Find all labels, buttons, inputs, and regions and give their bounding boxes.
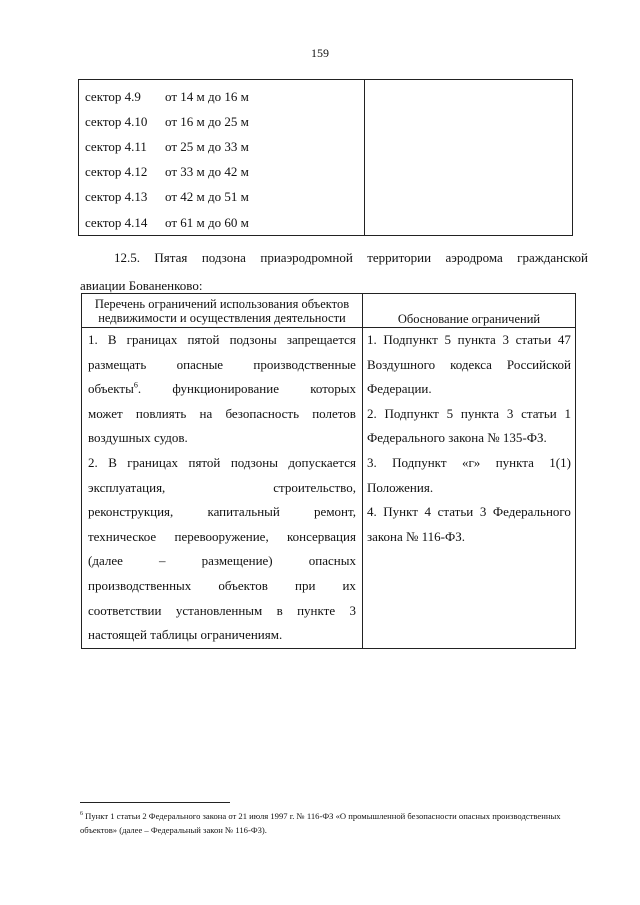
word: (далее — [88, 553, 123, 569]
footnote-ref: 6 — [133, 380, 138, 390]
word: пункта — [457, 332, 496, 347]
word: – — [158, 553, 166, 569]
word: реконструкция, — [88, 504, 174, 520]
word: статьи — [437, 504, 474, 520]
word: кодекса — [450, 356, 492, 372]
word: которых — [310, 381, 356, 397]
text-line: Федерации. — [366, 381, 432, 397]
punctuation: . — [137, 381, 142, 397]
word: 1. — [366, 332, 377, 347]
word: Подпункт — [392, 454, 447, 470]
word: 4. — [366, 504, 377, 520]
text-line — [88, 377, 356, 402]
word: 5 — [446, 405, 454, 421]
table-row — [82, 328, 576, 649]
list-item — [85, 185, 358, 210]
word: Подпункт — [384, 405, 439, 421]
sector-range: от 25 м до 33 м — [165, 138, 249, 154]
word: пятой — [188, 454, 221, 470]
word: 47 — [557, 332, 571, 347]
text-line — [367, 451, 571, 476]
word: безопасность — [225, 405, 300, 421]
text-line — [88, 599, 356, 624]
word: ремонт, — [314, 504, 356, 520]
word: техническое — [88, 528, 157, 544]
text-line — [88, 500, 356, 525]
word: размещение) — [201, 553, 273, 569]
text-line: воздушных судов. — [88, 430, 188, 446]
word: территории — [367, 250, 432, 265]
word: статьи — [515, 332, 552, 347]
sector-name: сектор 4.13 — [85, 189, 148, 205]
word: В — [108, 454, 117, 470]
sector-name: сектор 4.9 — [85, 88, 141, 104]
word: их — [342, 577, 356, 593]
sector-list-cell — [79, 80, 365, 236]
word: повлиять — [135, 405, 187, 421]
sector-range: от 33 м до 42 м — [165, 164, 249, 180]
word: статьи — [521, 405, 557, 421]
word: 3 — [506, 405, 514, 421]
text-line — [88, 328, 356, 353]
word: соответствии — [88, 602, 162, 618]
page-number: 159 — [311, 46, 329, 60]
word: 2. — [88, 454, 98, 470]
word: Подпункт — [383, 332, 438, 347]
word: 12.5. — [114, 250, 140, 265]
sector-name: сектор 4.12 — [85, 164, 148, 180]
footnote-divider — [80, 802, 230, 803]
word: Пятая — [154, 250, 188, 265]
word: «г» — [461, 454, 481, 470]
word: границах — [127, 454, 179, 470]
text-line — [88, 353, 356, 378]
word: Пункт — [383, 504, 418, 520]
word: 3 — [502, 332, 509, 347]
text-line — [88, 574, 356, 599]
word: пятой — [187, 332, 220, 347]
word: 3 — [349, 602, 356, 618]
word: строительство, — [273, 479, 356, 495]
word: установленным — [175, 602, 263, 618]
word: Воздушного — [366, 356, 436, 372]
section-heading-line-2: авиации Бованенково: — [80, 278, 203, 293]
text-line — [88, 451, 356, 476]
word: 1. — [88, 332, 98, 347]
word: 1 — [564, 405, 571, 421]
text-line: Положения. — [366, 479, 434, 495]
table-header-row — [82, 294, 576, 328]
word: перевооружение, — [174, 528, 269, 544]
footnote-text: Пункт 1 статьи 2 Федерального закона от 21 июля 1997 г. № 116-ФЗ «О промышленной безопасности опасных производственных объектов» (далее – Федеральный закон № 116-ФЗ). — [80, 811, 561, 835]
word: подзона — [201, 250, 246, 265]
word: 1(1) — [549, 454, 571, 470]
sector-range: от 16 м до 25 м — [165, 113, 249, 129]
text-line — [88, 549, 356, 574]
word: Федерального — [492, 504, 571, 520]
word: приаэродромной — [260, 250, 353, 265]
word: на — [199, 405, 213, 421]
sector-range: от 14 м до 16 м — [165, 88, 249, 104]
word-with-footnote — [88, 377, 141, 402]
sector-name: сектор 4.11 — [85, 138, 147, 154]
text-line — [367, 500, 571, 525]
justification-cell — [362, 328, 575, 649]
footnote — [80, 809, 580, 837]
word: при — [294, 577, 316, 593]
section-heading-line — [80, 244, 588, 272]
word: объектов — [218, 577, 268, 593]
word: функционирование — [172, 381, 279, 397]
list-item — [85, 134, 358, 159]
word: капитальный — [207, 504, 280, 520]
word: пункта — [495, 454, 534, 470]
word: границах — [126, 332, 178, 347]
word: 2. — [366, 405, 377, 421]
word: допускается — [288, 454, 356, 470]
word: производственные — [253, 356, 356, 372]
header-restrictions-list: Перечень ограничений использования объектов недвижимости и осуществления деятельности — [82, 294, 363, 328]
word: пункте — [297, 602, 336, 618]
word: опасные — [176, 356, 224, 372]
sector-range: от 61 м до 60 м — [165, 214, 249, 230]
text-line — [367, 328, 571, 353]
section-paragraph — [80, 244, 588, 300]
header-justification: Обоснование ограничений — [362, 294, 575, 328]
word: подзоны — [230, 454, 278, 470]
text-line: закона № 116-ФЗ. — [366, 528, 466, 544]
word: 5 — [444, 332, 451, 347]
word: 3. — [366, 454, 377, 470]
word: 3 — [479, 504, 487, 520]
list-item — [85, 84, 358, 109]
word: 4 — [424, 504, 432, 520]
text-line: Федерального закона № 135-ФЗ. — [366, 430, 547, 446]
text-line — [88, 525, 356, 550]
list-item — [85, 109, 358, 134]
word: гражданской — [517, 250, 588, 265]
word: полетов — [312, 405, 356, 421]
word: Российской — [506, 356, 571, 372]
restrictions-cell — [82, 328, 363, 649]
text-line — [88, 476, 356, 501]
sector-table — [78, 79, 573, 236]
word: В — [107, 332, 117, 347]
word: запрещается — [286, 332, 356, 347]
restrictions-table — [81, 293, 576, 649]
word: консервация — [287, 528, 356, 544]
text-line: настоящей таблицы ограничениям. — [88, 627, 283, 643]
word: размещать — [88, 356, 147, 372]
sector-name: сектор 4.14 — [85, 214, 148, 230]
list-item — [85, 210, 358, 235]
word: аэродрома — [445, 250, 503, 265]
word: эксплуатация, — [88, 479, 166, 495]
word: в — [276, 602, 283, 618]
sector-range: от 42 м до 51 м — [165, 189, 249, 205]
word: подзоны — [229, 332, 277, 347]
text-line — [367, 353, 571, 378]
word: производственных — [88, 577, 192, 593]
text-line — [367, 402, 571, 427]
table-row — [79, 80, 573, 236]
list-item — [85, 160, 358, 185]
word: может — [88, 405, 123, 421]
sector-list — [85, 84, 358, 235]
word: опасных — [308, 553, 356, 569]
sector-name: сектор 4.10 — [85, 113, 148, 129]
word: пункта — [460, 405, 500, 421]
text-line — [88, 402, 356, 427]
footnote-marker: 6 — [80, 811, 83, 818]
word: объекты — [88, 381, 134, 397]
empty-cell — [364, 80, 572, 236]
